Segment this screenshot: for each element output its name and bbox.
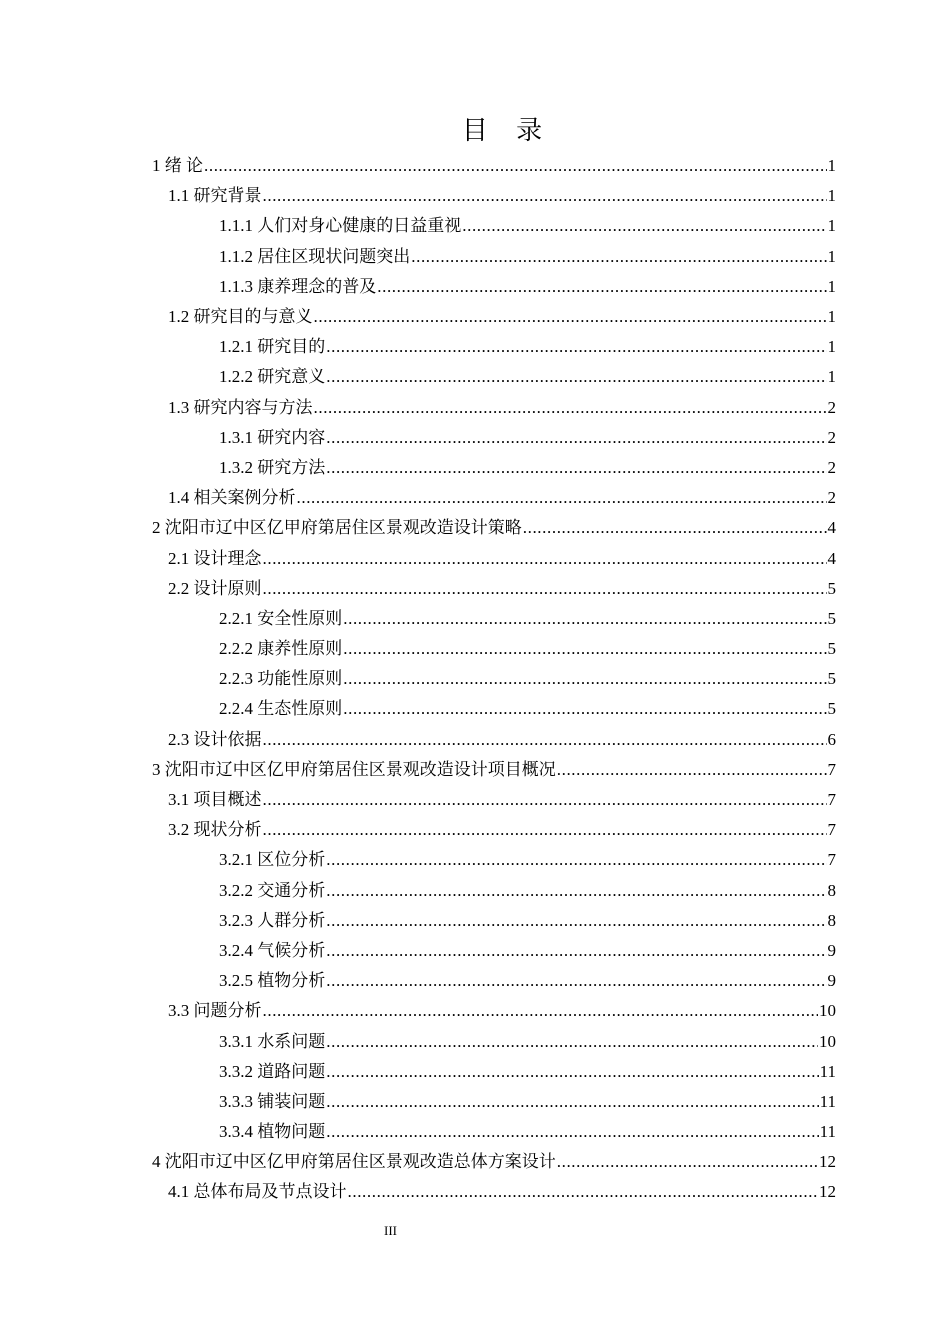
toc-entry-page: 1 bbox=[827, 337, 836, 357]
toc-entry[interactable] bbox=[0, 815, 950, 845]
toc-dot-leader bbox=[411, 242, 826, 272]
toc-entry[interactable] bbox=[0, 543, 950, 573]
toc-entry-page: 7 bbox=[827, 790, 836, 810]
toc-entry-label: 2.2.2 康养性原则 bbox=[219, 639, 343, 659]
toc-dot-leader bbox=[326, 1057, 818, 1087]
toc-dot-leader bbox=[326, 332, 826, 362]
toc-dot-leader bbox=[326, 876, 826, 906]
toc-entry-page: 1 bbox=[827, 307, 836, 327]
toc-entry-label: 1.2.2 研究意义 bbox=[219, 367, 326, 387]
toc-dot-leader bbox=[263, 996, 819, 1026]
toc-entry-page: 12 bbox=[819, 1182, 836, 1202]
toc-entry-label: 1.1.3 康养理念的普及 bbox=[219, 276, 377, 296]
toc-entry[interactable] bbox=[0, 151, 950, 181]
toc-dot-leader bbox=[326, 906, 826, 936]
toc-entry-page: 2 bbox=[827, 427, 836, 447]
toc-dot-leader bbox=[326, 1117, 818, 1147]
toc-entry[interactable] bbox=[0, 966, 950, 996]
toc-entry-page: 9 bbox=[827, 940, 836, 960]
toc-entry[interactable] bbox=[0, 181, 950, 211]
toc-entry[interactable] bbox=[0, 996, 950, 1026]
toc-dot-leader bbox=[263, 785, 827, 815]
toc-entry-page: 5 bbox=[827, 639, 836, 659]
toc-entry-page: 5 bbox=[827, 578, 836, 598]
toc-entry-page: 1 bbox=[827, 246, 836, 266]
toc-entry-label: 1.3.1 研究内容 bbox=[219, 427, 326, 447]
toc-entry-label: 3.2.4 气候分析 bbox=[219, 940, 326, 960]
toc-dot-leader bbox=[557, 755, 827, 785]
toc-entry-label: 3.3.3 铺装问题 bbox=[219, 1091, 326, 1111]
toc-entry-label: 2.2.4 生态性原则 bbox=[219, 699, 343, 719]
toc-entry[interactable] bbox=[0, 1057, 950, 1087]
toc-entry-page: 1 bbox=[827, 186, 836, 206]
toc-dot-leader bbox=[204, 151, 827, 181]
toc-entry-page: 12 bbox=[819, 1152, 836, 1172]
toc-entry-label: 1.1.2 居住区现状问题突出 bbox=[219, 246, 411, 266]
toc-entry[interactable] bbox=[0, 604, 950, 634]
toc-entry-label: 2.2 设计原则 bbox=[168, 578, 262, 598]
toc-entry-label: 1.1 研究背景 bbox=[168, 186, 262, 206]
toc-entry[interactable] bbox=[0, 664, 950, 694]
toc-entry[interactable] bbox=[0, 362, 950, 392]
toc-entry[interactable] bbox=[0, 694, 950, 724]
toc-dot-leader bbox=[314, 393, 827, 423]
toc-entry[interactable] bbox=[0, 211, 950, 241]
toc-entry[interactable] bbox=[0, 785, 950, 815]
toc-dot-leader bbox=[263, 181, 827, 211]
toc-entry-label: 4.1 总体布局及节点设计 bbox=[168, 1182, 347, 1202]
toc-entry-label: 3.2.5 植物分析 bbox=[219, 971, 326, 991]
toc-entry-label: 3.1 项目概述 bbox=[168, 790, 262, 810]
toc-entry[interactable] bbox=[0, 906, 950, 936]
toc-entry-label: 1.1.1 人们对身心健康的日益重视 bbox=[219, 216, 462, 236]
toc-dot-leader bbox=[297, 483, 827, 513]
toc-entry-label: 1.2 研究目的与意义 bbox=[168, 307, 313, 327]
toc-entry-label: 3.2.1 区位分析 bbox=[219, 850, 326, 870]
toc-entry-label: 2.2.3 功能性原则 bbox=[219, 669, 343, 689]
toc-entry-label: 3.2.2 交通分析 bbox=[219, 880, 326, 900]
toc-entry[interactable] bbox=[0, 845, 950, 875]
toc-entry[interactable] bbox=[0, 1087, 950, 1117]
toc-entry[interactable] bbox=[0, 574, 950, 604]
toc-entry-page: 10 bbox=[819, 1031, 836, 1051]
table-of-contents bbox=[0, 151, 950, 1208]
page-title: 目 录 bbox=[461, 116, 553, 146]
toc-entry-page: 8 bbox=[827, 880, 836, 900]
toc-entry[interactable] bbox=[0, 483, 950, 513]
toc-dot-leader bbox=[557, 1147, 818, 1177]
toc-entry-label: 3 沈阳市辽中区亿甲府第居住区景观改造设计项目概况 bbox=[152, 759, 556, 779]
toc-entry[interactable] bbox=[0, 725, 950, 755]
toc-entry-label: 3.2.3 人群分析 bbox=[219, 910, 326, 930]
toc-entry-label: 1.3 研究内容与方法 bbox=[168, 397, 313, 417]
toc-entry[interactable] bbox=[0, 513, 950, 543]
toc-dot-leader bbox=[343, 664, 826, 694]
toc-dot-leader bbox=[326, 966, 826, 996]
toc-dot-leader bbox=[343, 604, 826, 634]
toc-entry-page: 9 bbox=[827, 971, 836, 991]
toc-entry[interactable] bbox=[0, 272, 950, 302]
toc-entry-page: 10 bbox=[819, 1001, 836, 1021]
toc-dot-leader bbox=[326, 936, 826, 966]
toc-entry-page: 1 bbox=[827, 276, 836, 296]
toc-entry[interactable] bbox=[0, 393, 950, 423]
toc-entry[interactable] bbox=[0, 755, 950, 785]
toc-entry-page: 4 bbox=[827, 518, 836, 538]
toc-dot-leader bbox=[343, 634, 826, 664]
toc-entry-label: 1.2.1 研究目的 bbox=[219, 337, 326, 357]
toc-entry-label: 3.3 问题分析 bbox=[168, 1001, 262, 1021]
toc-entry-label: 2.1 设计理念 bbox=[168, 548, 262, 568]
toc-dot-leader bbox=[326, 423, 826, 453]
toc-entry-label: 2 沈阳市辽中区亿甲府第居住区景观改造设计策略 bbox=[152, 518, 522, 538]
toc-entry-page: 2 bbox=[827, 457, 836, 477]
toc-dot-leader bbox=[263, 725, 827, 755]
toc-entry[interactable] bbox=[0, 332, 950, 362]
toc-entry[interactable] bbox=[0, 1117, 950, 1147]
toc-dot-leader bbox=[462, 211, 826, 241]
toc-dot-leader bbox=[326, 362, 826, 392]
toc-entry[interactable] bbox=[0, 936, 950, 966]
toc-entry-page: 11 bbox=[819, 1122, 836, 1142]
toc-dot-leader bbox=[326, 453, 826, 483]
toc-entry-label: 2.3 设计依据 bbox=[168, 729, 262, 749]
toc-entry-page: 1 bbox=[827, 367, 836, 387]
toc-entry-page: 11 bbox=[819, 1091, 836, 1111]
toc-entry-label: 4 沈阳市辽中区亿甲府第居住区景观改造总体方案设计 bbox=[152, 1152, 556, 1172]
toc-entry[interactable] bbox=[0, 423, 950, 453]
toc-dot-leader bbox=[263, 574, 827, 604]
toc-entry[interactable] bbox=[0, 1177, 950, 1207]
toc-entry-label: 1.3.2 研究方法 bbox=[219, 457, 326, 477]
toc-entry-label: 2.2.1 安全性原则 bbox=[219, 608, 343, 628]
toc-entry-page: 6 bbox=[827, 729, 836, 749]
toc-entry-page: 7 bbox=[827, 820, 836, 840]
toc-entry-label: 3.3.4 植物问题 bbox=[219, 1122, 326, 1142]
toc-dot-leader bbox=[326, 845, 826, 875]
toc-entry-page: 2 bbox=[827, 488, 836, 508]
toc-entry-page: 5 bbox=[827, 669, 836, 689]
toc-entry[interactable] bbox=[0, 302, 950, 332]
toc-dot-leader bbox=[263, 544, 827, 574]
toc-dot-leader bbox=[326, 1087, 818, 1117]
toc-entry[interactable] bbox=[0, 1026, 950, 1056]
toc-dot-leader bbox=[314, 302, 827, 332]
toc-entry-page: 11 bbox=[819, 1061, 836, 1081]
toc-dot-leader bbox=[377, 272, 826, 302]
toc-entry-label: 3.2 现状分析 bbox=[168, 820, 262, 840]
toc-entry[interactable] bbox=[0, 1147, 950, 1177]
toc-entry[interactable] bbox=[0, 242, 950, 272]
toc-entry-page: 1 bbox=[827, 216, 836, 236]
toc-entry-label: 1.4 相关案例分析 bbox=[168, 488, 296, 508]
toc-entry-page: 8 bbox=[827, 910, 836, 930]
toc-entry[interactable] bbox=[0, 876, 950, 906]
page-number: III bbox=[384, 1223, 397, 1238]
toc-dot-leader bbox=[523, 513, 827, 543]
toc-dot-leader bbox=[263, 815, 827, 845]
toc-entry-label: 1 绪 论 bbox=[152, 156, 203, 176]
toc-entry-label: 3.3.1 水系问题 bbox=[219, 1031, 326, 1051]
toc-dot-leader bbox=[343, 694, 826, 724]
toc-entry[interactable] bbox=[0, 634, 950, 664]
toc-entry[interactable] bbox=[0, 453, 950, 483]
toc-entry-page: 5 bbox=[827, 699, 836, 719]
toc-entry-label: 3.3.2 道路问题 bbox=[219, 1061, 326, 1081]
toc-dot-leader bbox=[326, 1027, 818, 1057]
toc-dot-leader bbox=[348, 1177, 819, 1207]
toc-entry-page: 4 bbox=[827, 548, 836, 568]
toc-entry-page: 2 bbox=[827, 397, 836, 417]
toc-entry-page: 1 bbox=[827, 156, 836, 176]
toc-entry-page: 7 bbox=[827, 759, 836, 779]
toc-entry-page: 7 bbox=[827, 850, 836, 870]
toc-entry-page: 5 bbox=[827, 608, 836, 628]
